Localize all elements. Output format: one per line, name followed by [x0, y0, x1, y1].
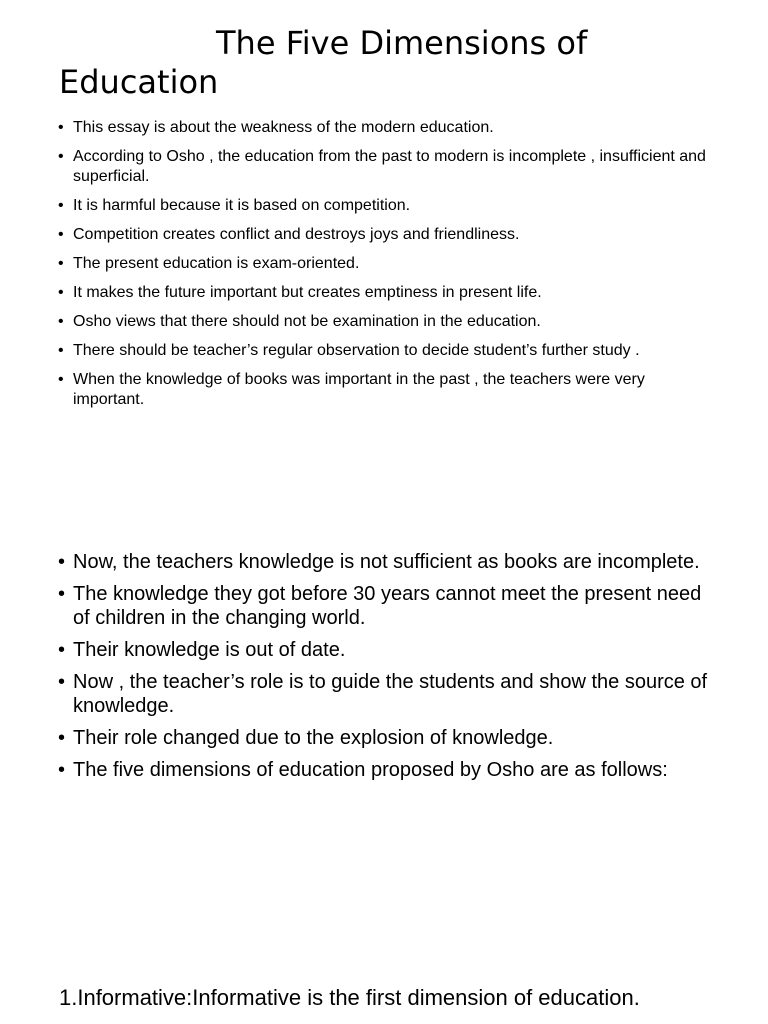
title-line-1: The Five Dimensions of: [216, 24, 588, 62]
list-item: • When the knowledge of books was important in the past , the teachers were very important.: [58, 370, 718, 410]
page-title: [59, 24, 739, 102]
list-item: • It makes the future important but creates emptiness in present life.: [58, 283, 718, 303]
list-item: • The five dimensions of education proposed by Osho are as follows:: [58, 758, 718, 782]
list-item: • Now, the teachers knowledge is not sufficient as books are incomplete.: [58, 550, 718, 574]
list-item: • Osho views that there should not be examination in the education.: [58, 312, 718, 332]
list-item: • According to Osho , the education from the past to modern is incomplete , insufficient and superficial.: [58, 147, 718, 187]
list-item: • This essay is about the weakness of the modern education.: [58, 118, 718, 138]
cutoff-text-line: [59, 1016, 699, 1024]
list-item: • There should be teacher’s regular observation to decide student’s further study .: [58, 341, 718, 361]
title-line-2: Education: [59, 63, 219, 101]
dimension-heading: 1.Informative:Informative is the first dimension of education.: [59, 985, 640, 1010]
list-item: • Competition creates conflict and destroys joys and friendliness.: [58, 225, 718, 245]
list-item: • The present education is exam-oriented.: [58, 254, 718, 274]
list-item: • Now , the teacher’s role is to guide the students and show the source of knowledge.: [58, 670, 718, 718]
list-item: • Their role changed due to the explosion of knowledge.: [58, 726, 718, 750]
list-item: • Their knowledge is out of date.: [58, 638, 718, 662]
list-item: • It is harmful because it is based on competition.: [58, 196, 718, 216]
bullet-list-intro: [58, 118, 718, 419]
list-item: • The knowledge they got before 30 years cannot meet the present need of children in the changing world.: [58, 582, 718, 630]
bullet-list-teachers: [58, 550, 718, 790]
